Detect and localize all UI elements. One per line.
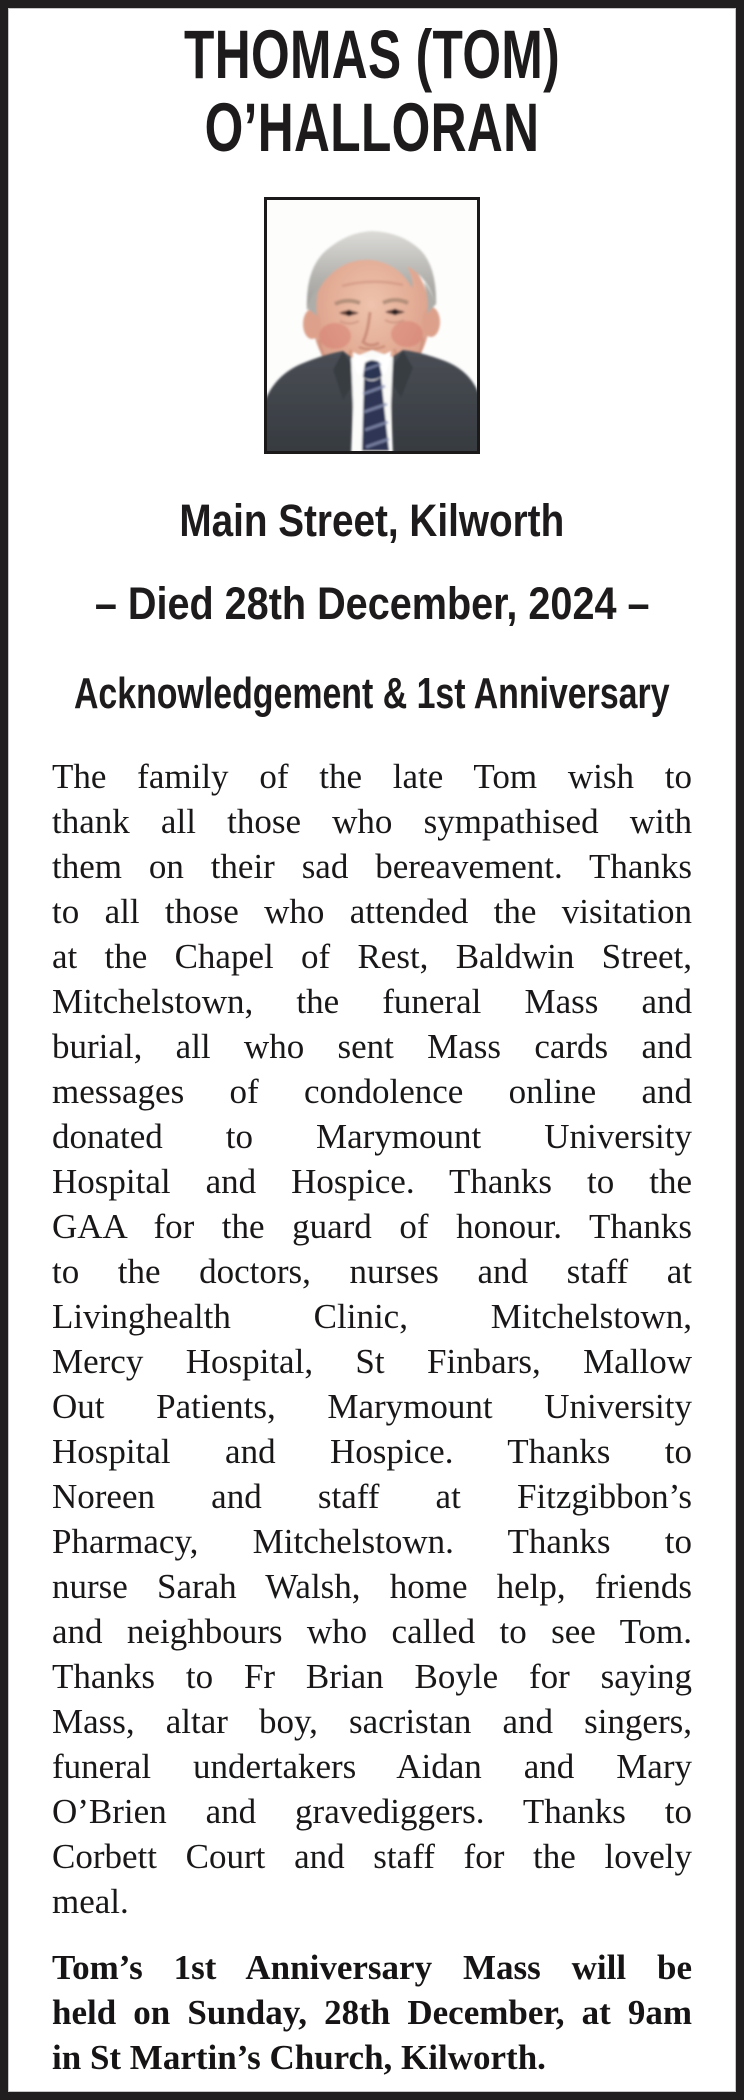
text-line: burial, all who sent Mass cards and [52, 1027, 692, 1066]
acknowledgement-paragraph [52, 754, 692, 1924]
text-line: Corbett Court and staff for the lovely [52, 1837, 692, 1876]
title-line-1: THOMAS (TOM) [184, 16, 560, 93]
portrait-photo [264, 197, 480, 454]
text-line: Thanks to Fr Brian Boyle for saying [52, 1657, 692, 1696]
anniversary-paragraph [52, 1945, 692, 2080]
text-line: Tom’s 1st Anniversary Mass will be [52, 1948, 692, 1987]
address-text: Main Street, Kilworth [179, 495, 565, 546]
portrait-illustration [267, 200, 477, 451]
text-line: The family of the late Tom wish to [52, 757, 692, 796]
text-line: held on Sunday, 28th December, at 9am [52, 1993, 692, 2032]
address-heading [8, 495, 736, 547]
text-line: Hospital and Hospice. Thanks to [52, 1432, 692, 1471]
text-line: funeral undertakers Aidan and Mary [52, 1747, 692, 1786]
section-heading [8, 668, 736, 720]
text-line: thank all those who sympathised with [52, 802, 692, 841]
text-line: donated to Marymount University [52, 1117, 692, 1156]
text-line: Mass, altar boy, sacristan and singers, [52, 1702, 692, 1741]
text-line: meal. [52, 1882, 129, 1921]
text-line: them on their sad bereavement. Thanks [52, 847, 692, 886]
text-line: to all those who attended the visitation [52, 892, 692, 931]
text-line: at the Chapel of Rest, Baldwin Street, [52, 937, 692, 976]
text-line: to the doctors, nurses and staff at [52, 1252, 692, 1291]
death-date-heading [8, 578, 736, 630]
text-line: O’Brien and gravediggers. Thanks to [52, 1792, 692, 1831]
text-line: Noreen and staff at Fitzgibbon’s [52, 1477, 692, 1516]
text-line: nurse Sarah Walsh, home help, friends [52, 1567, 692, 1606]
text-line: and neighbours who called to see Tom. [52, 1612, 692, 1651]
deceased-name-title [8, 18, 736, 164]
text-line: GAA for the guard of honour. Thanks [52, 1207, 692, 1246]
text-line: Out Patients, Marymount University [52, 1387, 692, 1426]
section-heading-text: Acknowledgement & 1st Anniversary [74, 669, 670, 718]
text-line: Hospital and Hospice. Thanks to the [52, 1162, 692, 1201]
text-line: Livinghealth Clinic, Mitchelstown, [52, 1297, 692, 1336]
text-line: in St Martin’s Church, Kilworth. [52, 2038, 546, 2077]
text-line: Pharmacy, Mitchelstown. Thanks to [52, 1522, 692, 1561]
title-line-2: O’HALLORAN [204, 89, 540, 166]
text-line: messages of condolence online and [52, 1072, 692, 1111]
death-date-text: – Died 28th December, 2024 – [94, 578, 650, 629]
text-line: Mercy Hospital, St Finbars, Mallow [52, 1342, 692, 1381]
text-line: Mitchelstown, the funeral Mass and [52, 982, 692, 1021]
